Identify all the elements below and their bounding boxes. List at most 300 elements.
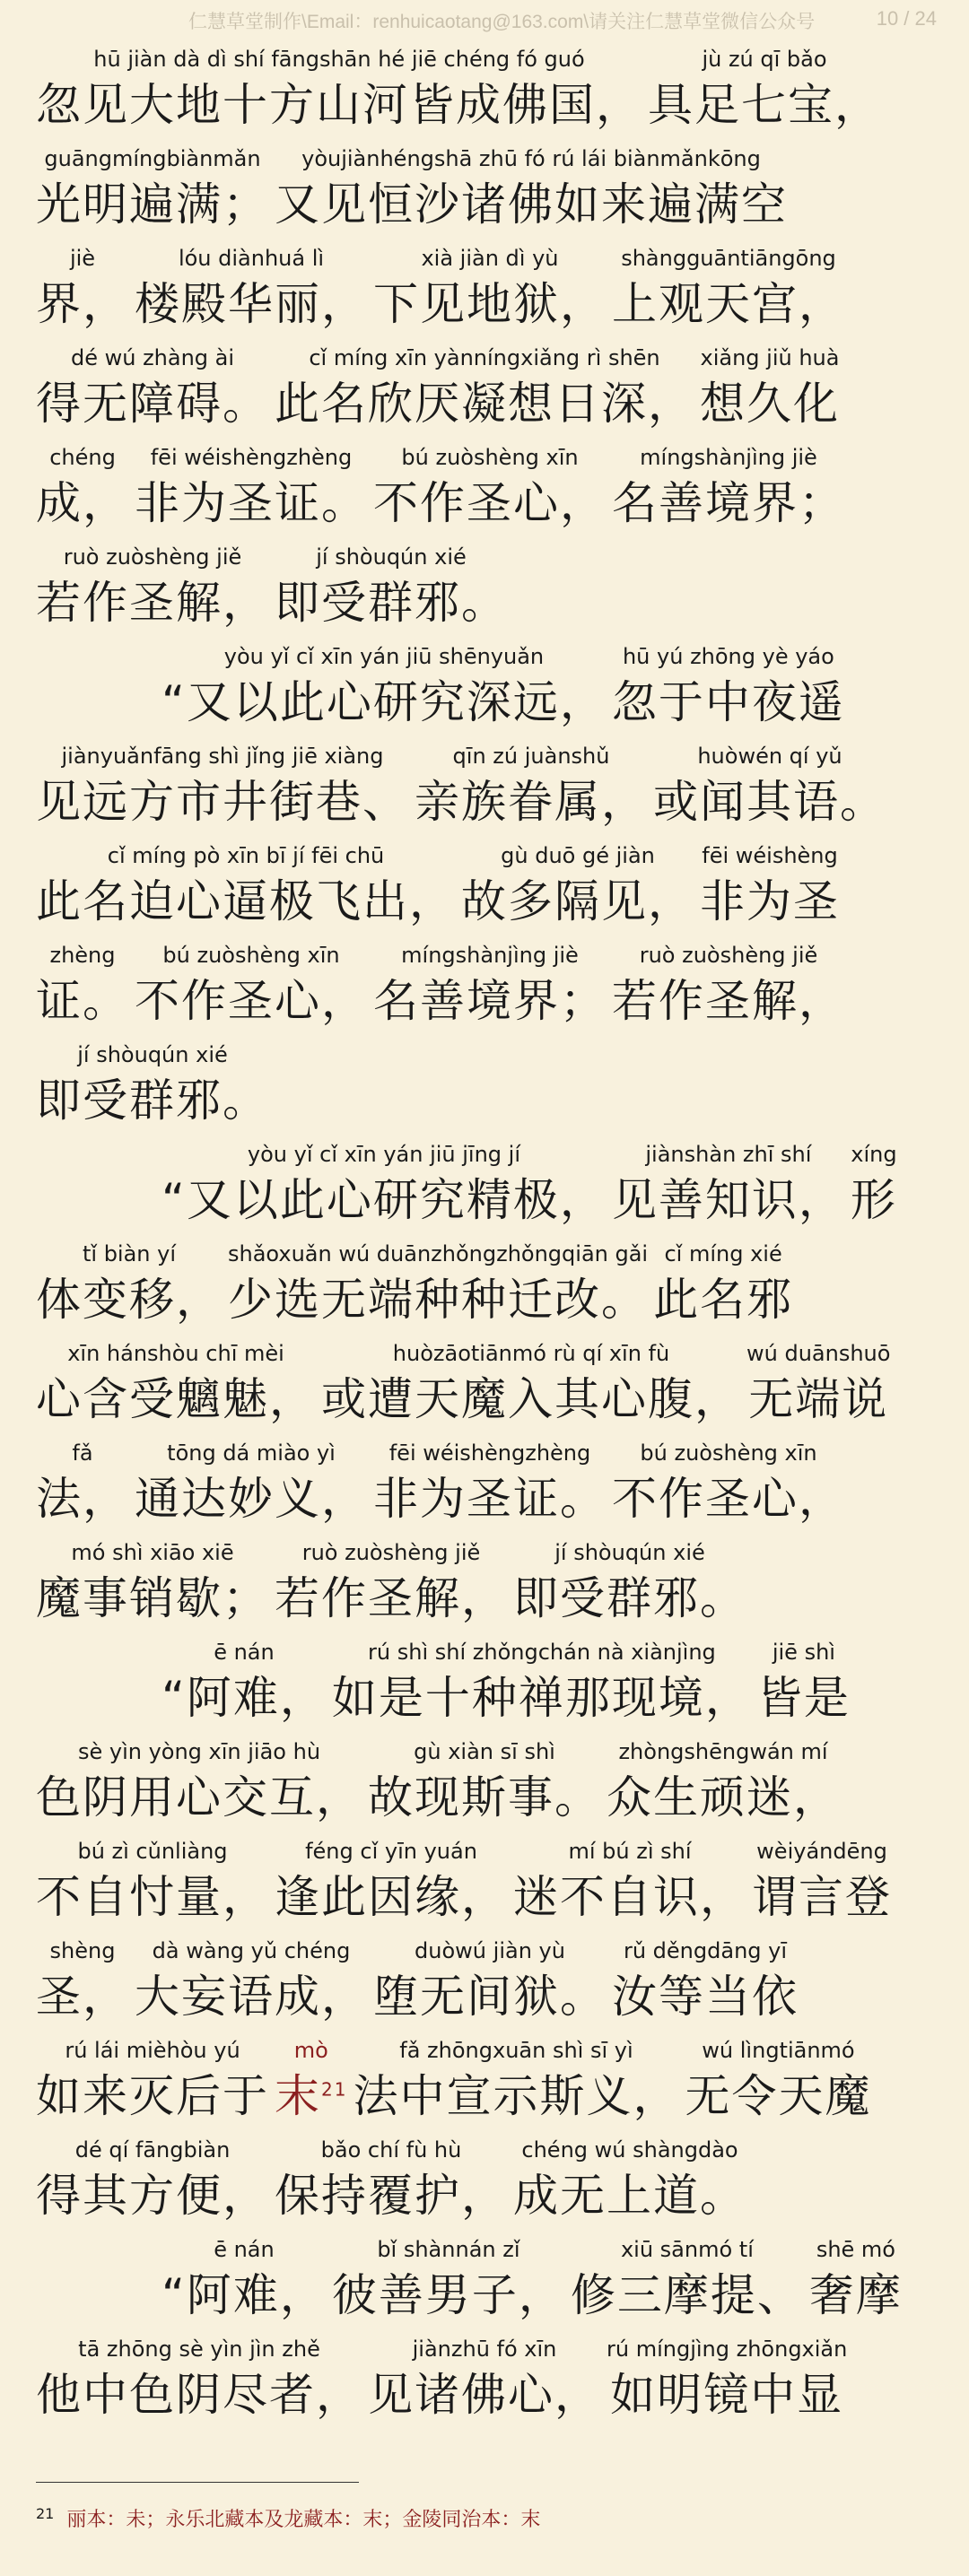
- text-line: [36, 36, 942, 135]
- phrase: [36, 144, 269, 235]
- hanzi-text: 上观天宫，: [612, 278, 845, 330]
- pinyin: bǐ shànnán zǐ: [377, 2237, 520, 2262]
- hanzi: [162, 672, 607, 733]
- phrase: [275, 542, 508, 633]
- hanzi-text: 修三摩提、: [570, 2269, 804, 2321]
- phrase: [415, 741, 648, 832]
- hanzi-text: 忽见大地十方山河皆成佛国，: [36, 79, 642, 131]
- hanzi: [36, 1269, 223, 1330]
- phrase: [162, 1139, 607, 1231]
- hanzi-text: 即受群邪。: [275, 577, 508, 629]
- pinyin: xiǎng jiǔ huà: [700, 345, 840, 370]
- pinyin: gù duō gé jiàn: [501, 843, 655, 868]
- phrase: [612, 1139, 845, 1231]
- hanzi: [700, 871, 840, 932]
- pinyin: xīn hánshòu chī mèi: [67, 1341, 284, 1366]
- phrase: [368, 1736, 601, 1828]
- hanzi: [36, 274, 129, 335]
- text-line: [36, 633, 942, 733]
- hanzi: [36, 970, 129, 1031]
- pinyin: guāngmíngbiànmǎn: [44, 146, 261, 171]
- phrase: [373, 1438, 607, 1529]
- pinyin: chéng wú shàngdào: [521, 2137, 738, 2163]
- pinyin: mò: [293, 2038, 328, 2063]
- pinyin: rú shì shí zhǒngchán nà xiànjìng: [368, 1640, 716, 1665]
- pinyin: xià jiàn dì yù: [421, 246, 559, 271]
- phrase: [332, 2234, 565, 2326]
- phrase: [757, 1637, 851, 1728]
- phrase: [700, 840, 840, 932]
- hanzi: [36, 74, 642, 135]
- pinyin: zhèng: [49, 943, 116, 968]
- text-line: [36, 1928, 942, 2027]
- hanzi: [612, 1468, 845, 1529]
- footnote: [36, 2504, 540, 2532]
- phrase: [36, 1338, 316, 1430]
- hanzi-text: 体变移，: [36, 1274, 223, 1326]
- hanzi-text: 故现斯事。: [368, 1771, 601, 1823]
- phrase: [36, 940, 129, 1031]
- pinyin: yòu yǐ cǐ xīn yán jiū shēnyuǎn: [223, 644, 545, 669]
- hanzi: [36, 771, 409, 832]
- hanzi-text: 非为圣证。: [135, 477, 368, 529]
- pinyin: bú zì cǔnliàng: [77, 1839, 228, 1864]
- hanzi: [135, 970, 368, 1031]
- hanzi-text: 光明遍满；: [36, 178, 269, 231]
- hanzi: [757, 1667, 851, 1728]
- phrase: [571, 2234, 804, 2326]
- hanzi: [36, 572, 269, 633]
- hanzi-text: 堕无间狱。: [373, 1971, 607, 2023]
- hanzi-text: 无令天魔: [685, 2070, 872, 2122]
- hanzi-text: 如明镜中显: [610, 2369, 844, 2421]
- text-line: [36, 1330, 942, 1430]
- hanzi: [36, 1568, 269, 1629]
- phrase: [36, 1736, 362, 1828]
- text-line: [36, 932, 942, 1031]
- hanzi: [36, 871, 456, 932]
- page-header: [0, 0, 969, 39]
- hanzi-text: 亲族眷属，: [415, 776, 648, 828]
- phrase: [752, 1836, 892, 1928]
- hanzi: [612, 473, 845, 534]
- hanzi: [36, 1468, 129, 1529]
- pinyin: yòujiànhéngshā zhū fó rú lái biànmǎnkōng: [301, 146, 761, 171]
- pinyin: duòwú jiàn yù: [415, 1938, 565, 1963]
- hanzi-text: 非为圣证。: [373, 1473, 607, 1525]
- phrase: [607, 2334, 847, 2425]
- hanzi-text: 下见地狱，: [373, 278, 607, 330]
- hanzi-text: 心含受魑魅，: [36, 1373, 316, 1425]
- hanzi-text: 或闻其语。: [653, 776, 886, 828]
- hanzi: [415, 771, 648, 832]
- hanzi: [275, 174, 788, 235]
- phrase: [368, 2334, 601, 2425]
- pinyin: fēi wéishèngzhèng: [150, 445, 353, 470]
- hanzi-text: 魔事销歇；: [36, 1572, 269, 1624]
- phrase: [809, 2234, 903, 2326]
- phrase: [332, 1637, 752, 1728]
- hanzi: [36, 1767, 362, 1828]
- text-line: [36, 1131, 942, 1231]
- phrase: [275, 1836, 508, 1928]
- hanzi-text: 如是十种禅那现境，: [331, 1672, 752, 1724]
- pinyin: tǐ biàn yí: [82, 1241, 177, 1266]
- pinyin: cǐ míng xié: [664, 1241, 782, 1266]
- phrase: [653, 1239, 793, 1330]
- hanzi: [332, 2265, 565, 2326]
- hanzi-text: 见远方市井街巷、: [36, 776, 409, 828]
- pinyin: cǐ míng xīn yànníngxiǎng rì shēn: [309, 345, 660, 370]
- hanzi-text: 他中色阴尽者，: [36, 2369, 362, 2421]
- text-line: [36, 2027, 942, 2127]
- pinyin: sè yìn yòng xīn jiāo hù: [77, 1739, 321, 1764]
- hanzi: [461, 871, 694, 932]
- pinyin: shàngguāntiāngōng: [621, 246, 836, 271]
- phrase: [612, 1936, 799, 2027]
- hanzi: [162, 1170, 607, 1231]
- hanzi-text: “阿难，: [162, 1672, 327, 1724]
- hanzi-text: 奢摩: [808, 2269, 903, 2321]
- pinyin: ē nán: [214, 1640, 275, 1665]
- hanzi-text: “阿难，: [162, 2269, 327, 2321]
- phrase: [36, 1239, 223, 1330]
- pinyin: ē nán: [214, 2237, 275, 2262]
- pinyin: rú míngjìng zhōngxiǎn: [607, 2337, 848, 2362]
- pinyin: jí shòuqún xié: [316, 544, 467, 570]
- pinyin: shē mó: [816, 2237, 895, 2262]
- hanzi-text: 得无障碍。: [36, 378, 269, 430]
- hanzi: [36, 1369, 316, 1430]
- phrase: [162, 2234, 327, 2326]
- pinyin: jí shòuqún xié: [77, 1042, 228, 1067]
- phrase: [275, 343, 694, 434]
- pinyin: jù zú qī bǎo: [702, 47, 827, 72]
- phrase: [373, 243, 607, 335]
- hanzi: [353, 2066, 679, 2127]
- pinyin: fēi wéishèng: [702, 843, 838, 868]
- text-line: [36, 1031, 942, 1131]
- footnote-marker[interactable]: 21: [321, 2078, 348, 2101]
- pinyin: wú duānshuō: [746, 1341, 891, 1366]
- hanzi-text: 若作圣解，: [36, 577, 269, 629]
- pinyin: dé wú zhàng ài: [70, 345, 235, 370]
- phrase: [36, 243, 129, 335]
- phrase: [36, 542, 269, 633]
- phrase: [612, 243, 845, 335]
- pinyin: fǎ zhōngxuān shì sī yì: [399, 2038, 633, 2063]
- text-line: [36, 1430, 942, 1529]
- hanzi-text: 故多隔见，: [461, 875, 694, 927]
- hanzi-text: 或遭天魔入其心腹，: [321, 1373, 741, 1425]
- hanzi-text: 色阴用心交互，: [36, 1771, 362, 1823]
- hanzi: [851, 1170, 897, 1231]
- hanzi-text: 大妄语成，: [135, 1971, 368, 2023]
- text-line: [36, 2127, 942, 2226]
- pinyin: hū jiàn dà dì shí fāngshān hé jiē chéng fó guó: [93, 47, 585, 72]
- hanzi: [513, 1867, 746, 1928]
- phrase: [607, 1736, 840, 1828]
- text-line: [36, 1728, 942, 1828]
- hanzi-text: 不作圣心，: [373, 477, 607, 529]
- phrase: [135, 243, 368, 335]
- pinyin: huòzāotiānmó rù qí xīn fù: [392, 1341, 670, 1366]
- pinyin: dé qí fāngbiàn: [74, 2137, 231, 2163]
- hanzi: [368, 2364, 601, 2425]
- hanzi: [612, 1170, 845, 1231]
- pinyin: bú zuòshèng xīn: [162, 943, 340, 968]
- phrase: [612, 442, 845, 534]
- hanzi-text: 圣，: [36, 1971, 129, 2023]
- hanzi-text: 若作圣解，: [612, 975, 845, 1027]
- pinyin: míngshànjìng jiè: [401, 943, 579, 968]
- hanzi: [653, 771, 886, 832]
- phrase: [135, 1438, 368, 1529]
- hanzi: [36, 1867, 269, 1928]
- hanzi-text: 见诸佛心，: [368, 2369, 601, 2421]
- hanzi: [610, 2364, 843, 2425]
- hanzi: [513, 1568, 746, 1629]
- hanzi: [809, 2265, 903, 2326]
- hanzi: [607, 1767, 840, 1828]
- phrase: [513, 2135, 746, 2226]
- hanzi: [648, 74, 881, 135]
- pinyin: lóu diànhuá lì: [178, 246, 325, 271]
- hanzi-text: 保持覆护，: [275, 2170, 508, 2222]
- pinyin: rú lái mièhòu yú: [65, 2038, 240, 2063]
- pinyin: jiànzhū fó xīn: [412, 2337, 557, 2362]
- phrase: [36, 840, 456, 932]
- phrase: [135, 442, 368, 534]
- phrase: [36, 2135, 269, 2226]
- hanzi-text: 末: [275, 2070, 321, 2122]
- phrase: [228, 1239, 648, 1330]
- hanzi: [135, 274, 368, 335]
- text-line: [36, 2326, 942, 2425]
- hanzi-text: 此名邪: [653, 1274, 794, 1326]
- hanzi: [612, 672, 845, 733]
- pinyin: jiànyuǎnfāng shì jǐng jiē xiàng: [61, 744, 384, 769]
- hanzi: [700, 373, 840, 434]
- hanzi: [373, 473, 607, 534]
- hanzi: [748, 1369, 888, 1430]
- hanzi-text: 此名欣厌凝想日深，: [275, 378, 694, 430]
- pinyin: míngshànjìng jiè: [640, 445, 817, 470]
- hanzi-text: 见善知识，: [611, 1174, 845, 1226]
- text-line: [36, 534, 942, 633]
- hanzi-text: 楼殿华丽，: [135, 278, 368, 330]
- phrase: [700, 343, 840, 434]
- pinyin: ruò zuòshèng jiě: [63, 544, 242, 570]
- hanzi-text: “又以此心研究精极，: [162, 1174, 607, 1226]
- text-line: [36, 1629, 942, 1728]
- hanzi-text: 汝等当依: [612, 1971, 799, 2023]
- hanzi: [513, 2165, 746, 2226]
- hanzi-text: 成，: [36, 477, 129, 529]
- hanzi: [321, 1369, 741, 1430]
- hanzi-text: 法，: [36, 1473, 129, 1525]
- phrase: [685, 2035, 871, 2127]
- pinyin: xíng: [851, 1142, 897, 1167]
- phrase: [653, 741, 886, 832]
- phrase: [36, 1936, 129, 2027]
- hanzi: [275, 373, 694, 434]
- phrase: [373, 1936, 607, 2027]
- hanzi: [275, 1867, 508, 1928]
- hanzi: [275, 1568, 508, 1629]
- hanzi-text: “又以此心研究深远，: [162, 676, 607, 728]
- phrase: [36, 1537, 269, 1629]
- phrase: [612, 641, 845, 733]
- hanzi: [571, 2265, 804, 2326]
- phrase: [36, 44, 642, 135]
- footnote-divider: [36, 2482, 359, 2483]
- hanzi-text: 忽于中夜遥: [611, 676, 845, 728]
- pinyin: cǐ míng pò xīn bī jí fēi chū: [107, 843, 385, 868]
- phrase: [36, 343, 269, 434]
- hanzi-text: 皆是: [756, 1672, 851, 1724]
- hanzi: [275, 572, 508, 633]
- phrase: [36, 2035, 269, 2127]
- hanzi-text: 不作圣心，: [135, 975, 368, 1027]
- hanzi-text: 如来灭后于: [36, 2070, 269, 2122]
- hanzi: [752, 1867, 892, 1928]
- pinyin: mó shì xiāo xiē: [71, 1540, 234, 1565]
- credit-text: 仁慧草堂制作\Email：renhuicaotang@163.com\请关注仁慧草堂微信公众号: [188, 12, 816, 32]
- hanzi-text: 彼善男子，: [331, 2269, 565, 2321]
- hanzi: [135, 1468, 368, 1529]
- hanzi-text: 若作圣解，: [275, 1572, 508, 1624]
- page-number: 10 / 24: [876, 7, 937, 30]
- phrase: [275, 2035, 347, 2127]
- text-line: [36, 733, 942, 832]
- phrase: [612, 1438, 845, 1529]
- pinyin: yòu yǐ cǐ xīn yán jiū jīng jí: [247, 1142, 520, 1167]
- hanzi-text: 又见恒沙诸佛如来遍满空: [275, 178, 788, 231]
- pinyin: xiū sānmó tí: [620, 2237, 754, 2262]
- phrase: [36, 741, 409, 832]
- hanzi-text: 名善境界；: [373, 975, 607, 1027]
- hanzi: [612, 1966, 799, 2027]
- pinyin: qīn zú juànshǔ: [452, 744, 610, 769]
- footnote-text: 丽本：未；永乐北藏本及龙藏本：末；金陵同治本：末: [66, 2509, 541, 2531]
- pinyin: hū yú zhōng yè yáo: [622, 644, 834, 669]
- phrase: [135, 940, 368, 1031]
- hanzi-text: 不自忖量，: [36, 1871, 269, 1923]
- hanzi-text: 通达妙义，: [135, 1473, 368, 1525]
- pinyin: huòwén qí yǔ: [697, 744, 842, 769]
- pinyin: féng cǐ yīn yuán: [305, 1839, 477, 1864]
- hanzi: [36, 373, 269, 434]
- phrase: [36, 1438, 129, 1529]
- pinyin: dà wàng yǔ chéng: [152, 1938, 351, 1963]
- pinyin: chéng: [49, 445, 116, 470]
- hanzi: [228, 1269, 648, 1330]
- pinyin: jiànshàn zhī shí: [645, 1142, 812, 1167]
- hanzi: [36, 473, 129, 534]
- hanzi: [373, 970, 607, 1031]
- hanzi-text: 少选无端种种迁改。: [228, 1274, 649, 1326]
- phrase: [275, 2135, 508, 2226]
- hanzi: [36, 1966, 129, 2027]
- pinyin: rǔ děngdāng yī: [623, 1938, 788, 1963]
- hanzi: [612, 970, 845, 1031]
- phrase: [36, 1040, 269, 1131]
- pinyin: bǎo chí fù hù: [320, 2137, 462, 2163]
- text-line: [36, 434, 942, 534]
- hanzi-text: 具足七宝，: [648, 79, 881, 131]
- phrase: [851, 1139, 897, 1231]
- hanzi-text: 众生顽迷，: [607, 1771, 840, 1823]
- hanzi-text: 迷不自识，: [513, 1871, 746, 1923]
- text-line: [36, 335, 942, 434]
- text-line: [36, 135, 942, 235]
- phrase: [612, 940, 845, 1031]
- footnote-number: 21: [36, 2504, 55, 2522]
- hanzi-text: 逢此因缘，: [275, 1871, 508, 1923]
- phrase: [36, 1836, 269, 1928]
- phrase: [373, 442, 607, 534]
- hanzi: [368, 1767, 601, 1828]
- text-line: [36, 235, 942, 335]
- text-line: [36, 1231, 942, 1330]
- text-line: [36, 1828, 942, 1928]
- phrase: [513, 1537, 746, 1629]
- phrase: [353, 2035, 679, 2127]
- hanzi: [36, 174, 269, 235]
- pinyin: jiē shì: [772, 1640, 835, 1665]
- hanzi-text: 证。: [36, 975, 129, 1027]
- hanzi-text: 此名迫心逼极飞出，: [36, 875, 456, 927]
- pinyin: wú lìngtiānmó: [702, 2038, 855, 2063]
- hanzi-text: 无端说: [748, 1373, 889, 1425]
- hanzi-text: 成无上道。: [513, 2170, 746, 2222]
- pinyin: gù xiàn sī shì: [414, 1739, 555, 1764]
- hanzi: [36, 2364, 362, 2425]
- hanzi-text: 不作圣心，: [612, 1473, 845, 1525]
- pinyin: shèng: [49, 1938, 116, 1963]
- hanzi: [373, 1966, 607, 2027]
- hanzi: [332, 1667, 752, 1728]
- phrase: [321, 1338, 741, 1430]
- phrase: [162, 641, 607, 733]
- pinyin: fēi wéishèngzhèng: [388, 1440, 591, 1466]
- pinyin: bú zuòshèng xīn: [401, 445, 579, 470]
- pinyin: shǎoxuǎn wú duānzhǒngzhǒngqiān gǎi: [228, 1241, 649, 1266]
- hanzi: [36, 2066, 269, 2127]
- hanzi-text: 法中宣示斯义，: [353, 2070, 680, 2122]
- hanzi: [275, 2066, 347, 2127]
- pinyin: ruò zuòshèng jiě: [639, 943, 818, 968]
- hanzi: [685, 2066, 871, 2127]
- hanzi: [36, 1070, 269, 1131]
- pinyin: wèiyándēng: [756, 1839, 887, 1864]
- hanzi-text: 得其方便，: [36, 2170, 269, 2222]
- phrase: [275, 1537, 508, 1629]
- phrase: [36, 442, 129, 534]
- hanzi-text: 即受群邪。: [513, 1572, 746, 1624]
- hanzi-text: 非为圣: [700, 875, 840, 927]
- hanzi: [653, 1269, 793, 1330]
- phrase: [648, 44, 881, 135]
- phrase: [373, 940, 607, 1031]
- hanzi: [373, 274, 607, 335]
- scripture-text: [36, 36, 942, 2425]
- phrase: [36, 2334, 362, 2425]
- phrase: [275, 144, 788, 235]
- phrase: [135, 1936, 368, 2027]
- hanzi: [135, 473, 368, 534]
